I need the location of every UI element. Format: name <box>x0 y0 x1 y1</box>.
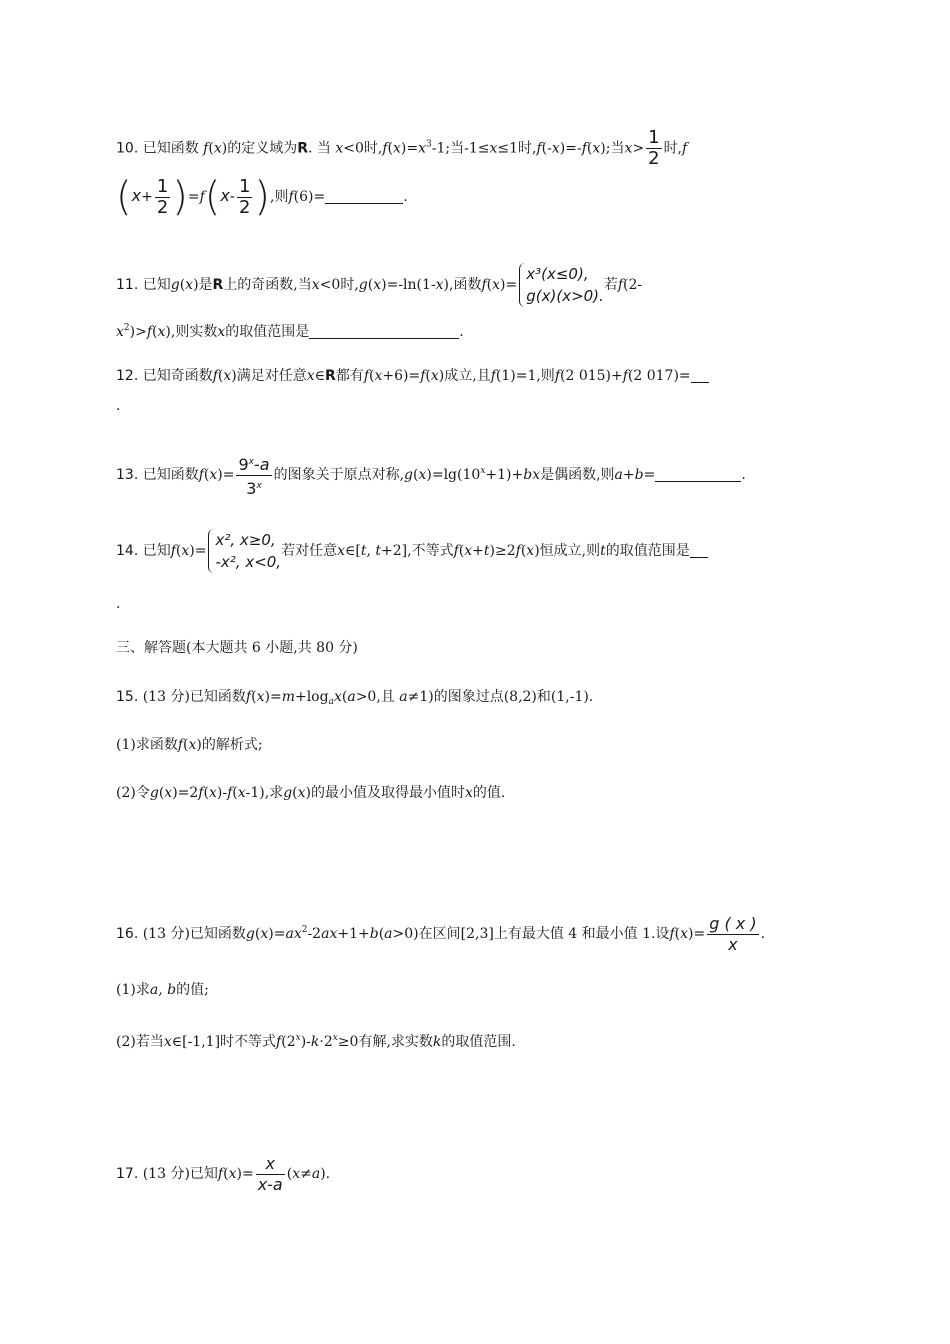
q15-p2-d: 的值. <box>472 785 506 801</box>
q12-text-c: 都有 <box>335 368 364 384</box>
q10-text-d: 时, <box>363 140 383 157</box>
q11-text-b: 是 <box>198 277 213 293</box>
q13-text-c: 是偶函数,则 <box>540 467 615 483</box>
q11-text-g: ,则实数 <box>170 324 218 340</box>
q12-line2 <box>116 396 120 416</box>
q10-text-f: 时, <box>518 140 537 157</box>
q16-text-a: (13 分)已知函数 <box>142 926 246 942</box>
q13-number: 13. <box>116 467 139 483</box>
q15-number: 15. <box>116 689 139 705</box>
q13-text-a: 已知函数 <box>142 467 199 483</box>
q17-text-a: (13 分)已知 <box>142 1166 218 1182</box>
q10-fx: f <box>203 140 209 157</box>
q11-text-a: 已知 <box>142 277 171 293</box>
q10-text-g: ;当 <box>605 140 625 157</box>
q10-text-c: . 当 <box>307 140 331 157</box>
q15-p2-b: ,求 <box>264 785 284 801</box>
q10-text-then: ,则 <box>270 189 289 205</box>
q16-p1-a: (1)求 <box>116 982 150 998</box>
q10-half: $\frac{1}{2}$ <box>648 127 660 169</box>
q16-text-b: 在区间[2,3]上有最大值 4 和最小值 1.设 <box>418 926 670 942</box>
q14-text-b: 若对任意 <box>281 543 338 559</box>
q16-p2-d: 的取值范围. <box>441 1034 516 1050</box>
q16-p2-c: 有解,求实数 <box>358 1034 433 1050</box>
q10-R: R <box>297 140 308 157</box>
q11-text-c: 上的奇函数,当 <box>223 277 312 293</box>
q10-text-e: ;当 <box>445 140 465 157</box>
q14-text-d: 恒成立,则 <box>539 543 601 559</box>
q15-text-b: 的图象过点(8,2)和(1,-1). <box>433 689 594 705</box>
q12-text-a: 已知奇函数 <box>142 368 213 384</box>
q11-text-f: 若 <box>603 277 618 293</box>
q10-number: 10. <box>116 140 139 157</box>
q14-piece1: x², x≥0, <box>215 531 276 549</box>
q11-text-h: 的取值范围是 <box>225 324 310 340</box>
q12-line1: 12. 已知奇函数f(x)满足对任意x∈R都有f(x+6)=f(x)成立,且f(1)=1,则f(2 015)+f(2 017)= <box>116 366 709 386</box>
q16-p2-b: 时不等式 <box>220 1034 277 1050</box>
q14-line2 <box>116 594 120 614</box>
q15-part1: (1)求函数f(x)的解析式; <box>116 737 263 753</box>
q10-text-b: 的定义域为 <box>227 140 298 157</box>
q12-answer-blank <box>691 368 709 383</box>
q10-line2: (x+ $\frac{1}{2}$ )=f(x- $\frac{1}{2}$ ),则f(6)= . <box>116 174 408 220</box>
q15-p2-a: (2)令 <box>116 785 150 801</box>
q11-line2: $x^2)>f(x)$,则实数x的取值范围是 . <box>116 323 464 340</box>
q13-answer-blank <box>655 467 741 482</box>
q14-piecewise <box>208 529 281 573</box>
q11-piece2: g(x)(x>0). <box>526 287 604 305</box>
q15-p1-b: 的解析式; <box>201 737 263 753</box>
q17-line1: 17. (13 分)已知f(x)= $\frac{x}{x-a}$ (x≠a). <box>116 1153 331 1194</box>
q16-fraction: $\frac{g ( x )}{x}$ <box>709 913 757 954</box>
q10-text-end: . <box>403 189 408 205</box>
q11-text-end: . <box>459 324 464 340</box>
q11-text-d: 时, <box>340 277 359 293</box>
q14-text-e: 的取值范围是 <box>605 543 690 559</box>
q12-tail: . <box>116 398 121 414</box>
q16-p1-b: 的值; <box>176 982 209 998</box>
q12-text-d: 成立,且 <box>444 368 491 384</box>
q15-line1: 15. (13 分)已知函数$f(x)=m+\log_ax(a>0$,且 a≠1)的图象过点(8,2)和(1,-1). <box>116 689 594 707</box>
q12-text-e: ,则 <box>536 368 555 384</box>
q12-number: 12. <box>116 368 139 384</box>
q11-piece1: x³(x≤0), <box>526 265 589 283</box>
q10-text-a: 已知函数 <box>142 140 199 157</box>
q14-piece2: -x², x<0, <box>215 553 282 571</box>
q16-p2-a: (2)若当 <box>116 1034 164 1050</box>
q14-answer-blank <box>690 543 708 558</box>
q14-text-a: 已知 <box>142 543 171 559</box>
q10-line1: 10. 已知函数 f(x)的定义域为R. 当 x<0时$,f(x)=x^3-1$;当-1≤x≤1时,f(-x)=-f(x);当x> $\frac{1}{2}$ 时,f <box>116 127 688 169</box>
q11-line1: 11. 已知g(x)是R上的奇函数,当x<0时,g(x)=-ln(1-x),函数f(x)= x³(x≤0), g(x)(x>0). 若f(2- <box>116 265 643 305</box>
q13-fraction: $\frac{9^x-a}{3^x}$ <box>236 452 271 499</box>
q16-part2: (2)若当x∈[-1,1]时不等式$f(2^x)-k\cdot 2^x\ge 0$有解,求实数k的取值范围. <box>116 1033 516 1050</box>
q16-number: 16. <box>116 926 139 942</box>
q14-text-c: ,不等式 <box>407 543 454 559</box>
q12-text-b: 满足对任意 <box>236 368 307 384</box>
q13-text-d: . <box>741 467 746 483</box>
q13-text-b: 的图象关于原点对称, <box>273 467 405 483</box>
q11-number: 11. <box>116 277 139 293</box>
q16-part1: (1)求a, b的值; <box>116 982 209 998</box>
q15-part2: (2)令g(x)=2f(x)-f(x-1),求g(x)的最小值及取得最小值时x的值. <box>116 785 506 801</box>
q11-piecewise <box>519 263 604 307</box>
q16-line1: 16. (13 分)已知函数$g(x)=ax^2-2ax+1+b(a>0)$在区间[2,3]上有最大值 4 和最小值 1.设f(x)= $\frac{g ( x )}{x}$ . <box>116 913 766 954</box>
q11-text-e: ,函数 <box>449 277 482 293</box>
q17-fraction: $\frac{x}{x-a}$ <box>257 1153 283 1194</box>
q17-number: 17. <box>116 1166 139 1182</box>
section-heading: 三、解答题(本大题共 6 小题,共 80 分) <box>116 640 358 656</box>
q15-p1-a: (1)求函数 <box>116 737 178 753</box>
q14-number: 14. <box>116 543 139 559</box>
q13-line1: 13. 已知函数f(x)= $\frac{9^x-a}{3^x}$ 的图象关于原点对称$,g(x)=\lg(10^x+1)+bx$是偶函数,则a+b= . <box>116 447 746 499</box>
q15-p2-c: 的最小值及取得最小值时 <box>311 785 465 801</box>
q11-answer-blank <box>309 324 459 339</box>
q10-answer-blank <box>325 189 403 204</box>
q14-line1: 14. 已知f(x)= x², x≥0, -x², x<0, 若对任意x∈[t, t+2],不等式f(x+t)≥2f(x)恒成立,则t的取值范围是 <box>116 526 708 576</box>
q14-tail: . <box>116 596 121 612</box>
q15-text-a: (13 分)已知函数 <box>142 689 246 705</box>
q10-text-h: 时, <box>663 140 683 157</box>
